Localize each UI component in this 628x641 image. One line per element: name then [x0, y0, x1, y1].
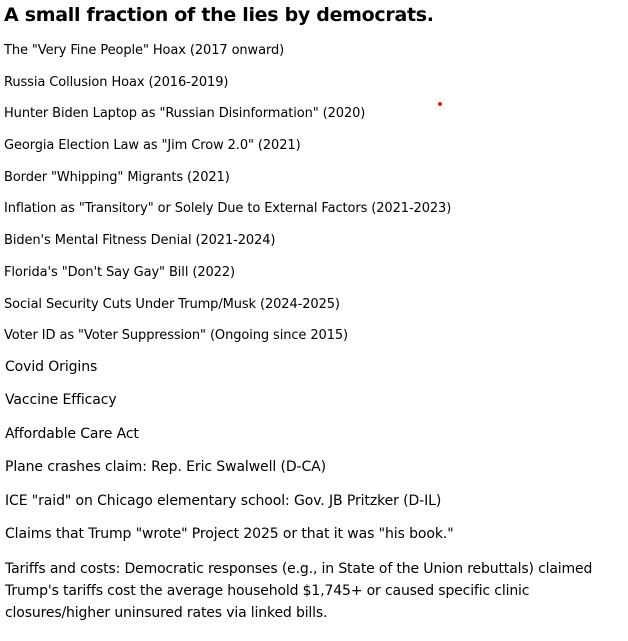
list-item: Inflation as "Transitory" or Solely Due to External Factors (2021-2023): [4, 201, 452, 217]
list-item: Florida's "Don't Say Gay" Bill (2022): [4, 264, 235, 280]
lies-list-secondary: [5, 358, 454, 558]
lies-list-primary: [4, 43, 451, 342]
list-item: Affordable Care Act: [5, 425, 139, 442]
list-item: Biden's Mental Fitness Denial (2021-2024): [4, 233, 276, 249]
list-item: Voter ID as "Voter Suppression" (Ongoing since 2015): [4, 328, 349, 343]
page-title: A small fraction of the lies by democrats.: [4, 4, 434, 26]
list-item: Vaccine Efficacy: [5, 392, 117, 409]
list-item: ICE "raid" on Chicago elementary school: Gov. JB Pritzker (D-IL): [5, 492, 442, 509]
list-item: Plane crashes claim: Rep. Eric Swalwell (D-CA): [5, 459, 327, 476]
list-item: Social Security Cuts Under Trump/Musk (2024-2025): [4, 296, 340, 312]
list-item: Russia Collusion Hoax (2016-2019): [4, 74, 229, 90]
list-item: Georgia Election Law as "Jim Crow 2.0" (2021): [4, 138, 301, 154]
tariffs-paragraph: Tariffs and costs: Democratic responses (e.g., in State of the Union rebuttals) claimed Trump's tariffs cost the average household $1,745+ or caused specific clinic closures/higher uninsured rates via linked bills.: [5, 561, 593, 621]
list-item: Hunter Biden Laptop as "Russian Disinformation" (2020): [4, 106, 366, 122]
list-item: Covid Origins: [5, 359, 98, 375]
list-item: Claims that Trump "wrote" Project 2025 or that it was "his book.": [5, 525, 454, 542]
list-item: The "Very Fine People" Hoax (2017 onward): [4, 43, 285, 58]
red-dot-marker: [438, 102, 442, 106]
list-item: Border "Whipping" Migrants (2021): [4, 169, 230, 185]
